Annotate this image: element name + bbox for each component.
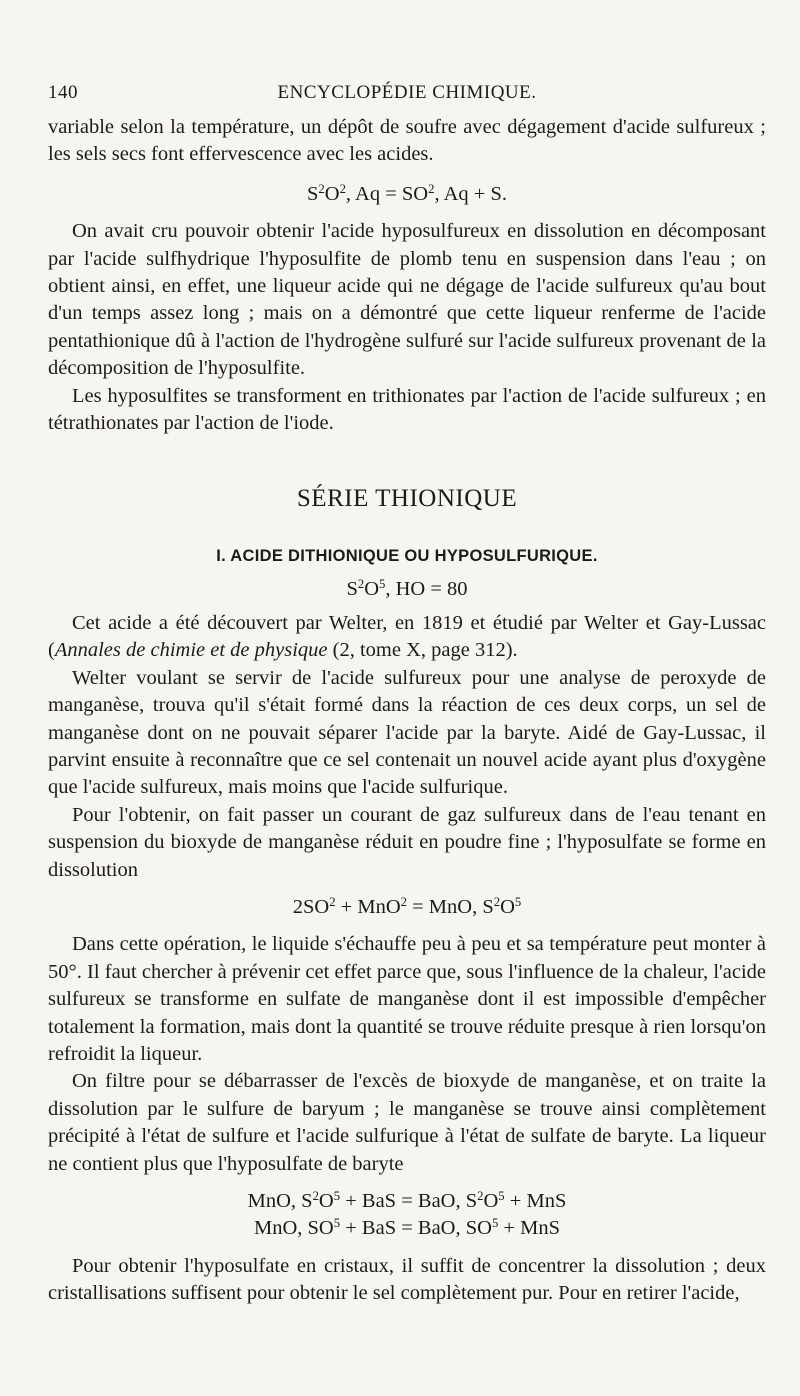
paragraph: Dans cette opération, le liquide s'échauffe peu à peu et sa température peut monter à 50°. Il faut chercher à prévenir cet effet parce que, sous l'influence de la chaleur, l'acide sulfureux se transforme en sulfate de manganèse dont il est impossible d'empêcher totalement la formation, mais dont la quantité se trouve réduite presque à rien lorsqu'on refroidit la liqueur.	[48, 933, 766, 1065]
equation: MnO, $SO^5$ + BaS = BaO, $SO^5$ + MnS	[254, 1216, 560, 1240]
citation-title: Annales de chimie et de physique	[54, 639, 328, 662]
paragraph: Les hyposulfites se transforment en trithionates par l'action de l'acide sulfureux ; en tétrathionates par l'action de l'iode.	[48, 384, 766, 435]
equation: $S^2O^2$, $Aq = SO^2$, Aq + S.	[306, 181, 507, 205]
equation-block	[48, 1188, 766, 1243]
running-title: ENCYCLOPÉDIE CHIMIQUE.	[277, 82, 537, 103]
paragraph: On avait cru pouvoir obtenir l'acide hyposulfureux en dissolution en décomposant par l'acide sulfhydrique l'hyposulfite de plomb tenu en suspension dans l'eau ; on obtient ainsi, en effet, une liqueur acide qui ne dégage de l'acide sulfureux qu'au bout d'un temps assez long ; mais on a démontré que cette liqueur renferme de l'acide pentathionique dû à l'action de l'hydrogène sulfuré sur l'acide sulfureux provenant de la décomposition de l'hyposulfite.	[48, 220, 766, 380]
paragraph: On filtre pour se débarrasser de l'excès de bioxyde de manganèse, et on traite la dissolution par le sulfure de baryum ; le manganèse se trouve ainsi complètement précipité à l'état de sulfure et l'acide sulfurique à l'état de sulfate de baryte. La liqueur ne contient plus que l'hyposulfate de baryte	[48, 1070, 766, 1175]
section-heading: I. ACIDE DITHIONIQUE OU HYPOSULFURIQUE.	[216, 547, 598, 566]
equation: MnO, $S^2O^5$ + BaS = BaO, $S^2O^5$ + MnS	[247, 1189, 567, 1212]
formula: $S^2O^5$, HO = 80	[346, 577, 468, 601]
paragraph: variable selon la température, un dépôt de soufre avec dégagement d'acide sulfureux ; les sels secs font effervescence avec les acides.	[48, 116, 766, 166]
paragraph: Welter voulant se servir de l'acide sulfureux pour une analyse de peroxyde de manganèse, trouva qu'il s'était formé dans la réaction de ces deux corps, un sel de manganèse dont on ne pouvait séparer l'acide par la baryte. Aidé de Gay-Lussac, il parvint ensuite à reconnaître que ce sel contenait un nouvel acide ayant plus d'oxygène que l'acide sulfureux, mais moins que l'acide sulfurique.	[48, 666, 766, 799]
paragraph: Pour obtenir l'hyposulfate en cristaux, il suffit de concentrer la dissolution ; deux cristallisations suffisent pour obtenir le sel complètement pur. Pour en retirer l'acide,	[48, 1254, 766, 1305]
page-header	[48, 82, 766, 108]
paragraph: Pour l'obtenir, on fait passer un courant de gaz sulfureux dans de l'eau tenant en suspension du bioxyde de manganèse réduit en poudre fine ; l'hyposulfate se forme en dissolution	[48, 803, 766, 881]
paragraph: Cet acide a été découvert par Welter, en 1819 et étudié par Welter et Gay-Lussac (Annales de chimie et de physique (2, tome X, page 312).	[48, 611, 766, 662]
equation: $2SO^2 + MnO^2$ = MnO, $S^2O^5$	[292, 894, 522, 918]
series-heading: SÉRIE THIONIQUE	[296, 485, 518, 513]
page-number: 140	[48, 82, 78, 103]
page-body	[48, 114, 766, 1308]
